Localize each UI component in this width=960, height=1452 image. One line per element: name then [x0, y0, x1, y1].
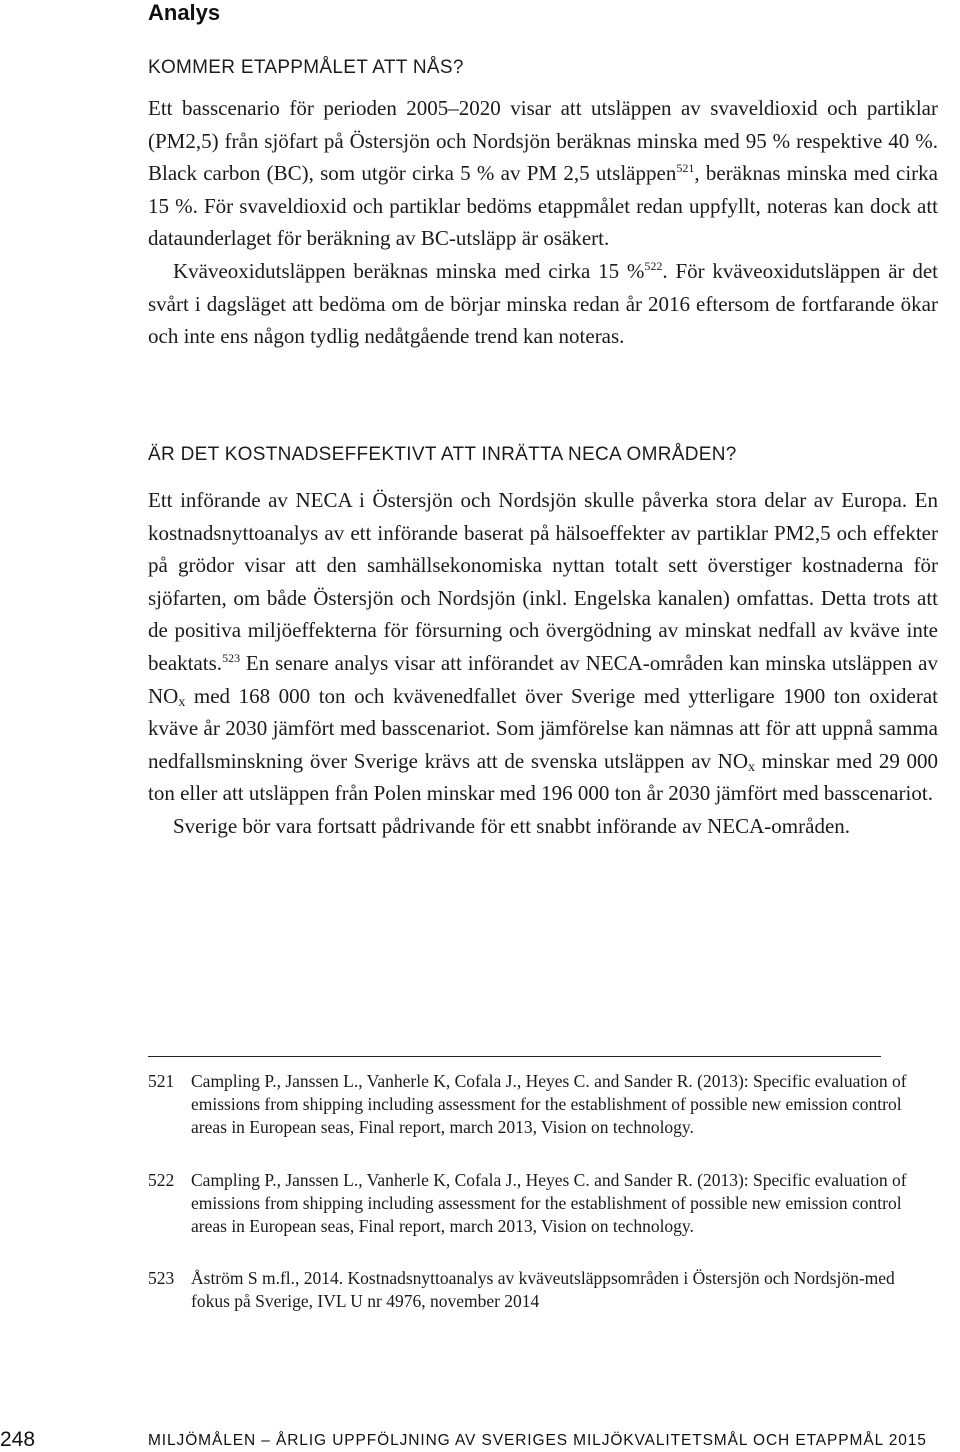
footnote-ref[interactable]: 523: [222, 650, 241, 665]
footnote-text: Campling P., Janssen L., Vanherle K, Cofala J., Heyes C. and Sander R. (2013): Specific evaluation of emissions from shipping including assessment for the establishment of possible new emission control areas in European seas, Final report, march 2013, Vision on technology.: [191, 1071, 907, 1138]
subscript: x: [178, 694, 186, 710]
footnote-number: 521: [148, 1071, 175, 1091]
section-heading-goal: KOMMER ETAPPMÅLET ATT NÅS?: [148, 57, 464, 78]
text: Ett basscenario för perioden 2005–2020 visar att utsläppen av svaveldioxid och partiklar (PM2,5) från sjöfart på Östersjön och Nordsjön beräknas minska med 95 % respektive 40 %. Black carbon (BC), som utgör cirka 5 % av PM 2,5 utsläppen: [148, 96, 938, 186]
footnote: [148, 1267, 938, 1313]
text: minskar med 29 000 ton eller att utsläppen från Polen minskar med 196 000 ton år 2030 jämfört med basscenariot.: [148, 748, 938, 806]
footnote-number: 523: [148, 1268, 175, 1288]
footer-document-title: MILJÖMÅLEN – ÅRLIG UPPFÖLJNING AV SVERIGES MILJÖKVALITETSMÅL OCH ETAPPMÅL 2015: [148, 1432, 927, 1449]
footnote-ref[interactable]: 522: [644, 258, 663, 273]
text: Ett införande av NECA i Östersjön och Nordsjön skulle påverka stora delar av Europa. En kostnadsnyttoanalys av ett införande baserat på hälsoeffekter av partiklar PM2,5 och effekter på grödor visar att den samhällsekonomiska nyttan totalt sett överstiger kostnaderna för sjöfarten, om både Östersjön och Nordsjön (inkl. Engelska kanalen) omfattas. Detta trots att de positiva miljöeffekterna för försurning och övergödning av minskat nedfall av kväve inte beaktats.: [148, 488, 938, 675]
text: , beräknas minska med cirka 15 %. För svaveldioxid och partiklar bedöms etappmålet redan uppfyllt, noteras kan dock att dataunderlaget för beräkning av BC-utsläpp är osäkert.: [148, 161, 938, 251]
section1-body: [148, 92, 938, 353]
footnote: [148, 1169, 938, 1239]
footnote-divider: [148, 1056, 881, 1057]
paragraph: [148, 484, 938, 810]
footnote-number: 522: [148, 1170, 175, 1190]
footnote-text: Campling P., Janssen L., Vanherle K, Cofala J., Heyes C. and Sander R. (2013): Specific evaluation of emissions from shipping including assessment for the establishment of possible new emission control areas in European seas, Final report, march 2013, Vision on technology.: [191, 1170, 907, 1237]
section-heading-neca: ÄR DET KOSTNADSEFFEKTIVT ATT INRÄTTA NECA OMRÅDEN?: [148, 444, 737, 465]
page-header-title: Analys: [148, 0, 221, 25]
paragraph: [148, 255, 938, 353]
subscript: x: [748, 759, 756, 775]
page-number: 248: [0, 1428, 36, 1451]
text: med 168 000 ton och kvävenedfallet över Sverige med ytterligare 1900 ton oxiderat kväve år 2030 jämfört med basscenariot. Som jämförelse kan nämnas att för att uppnå samma nedfallsminskning över Sverige krävs att de svenska utsläppen av NO: [148, 683, 938, 773]
text: . För kväveoxidutsläppen är det svårt i dagsläget att bedöma om de börjar minska redan år 2016 eftersom de fortfarande ökar och inte ens någon tydlig nedåtgående trend kan noteras.: [148, 258, 938, 349]
paragraph: Sverige bör vara fortsatt pådrivande för ett snabbt införande av NECA-områden.: [173, 813, 851, 838]
footnote-ref[interactable]: 521: [676, 161, 695, 176]
text: Kväveoxidutsläppen beräknas minska med cirka 15 %: [173, 258, 645, 283]
footnote: [148, 1070, 938, 1140]
footnote-text: Åström S m.fl., 2014. Kostnadsnyttoanalys av kväveutsläppsområden i Östersjön och Nordsjön-med fokus på Sverige, IVL U nr 4976, november 2014: [191, 1268, 895, 1312]
paragraph: [148, 92, 938, 255]
text: En senare analys visar att införandet av NECA-områden kan minska utsläppen av NO: [148, 650, 938, 708]
section2-body: [148, 484, 938, 843]
